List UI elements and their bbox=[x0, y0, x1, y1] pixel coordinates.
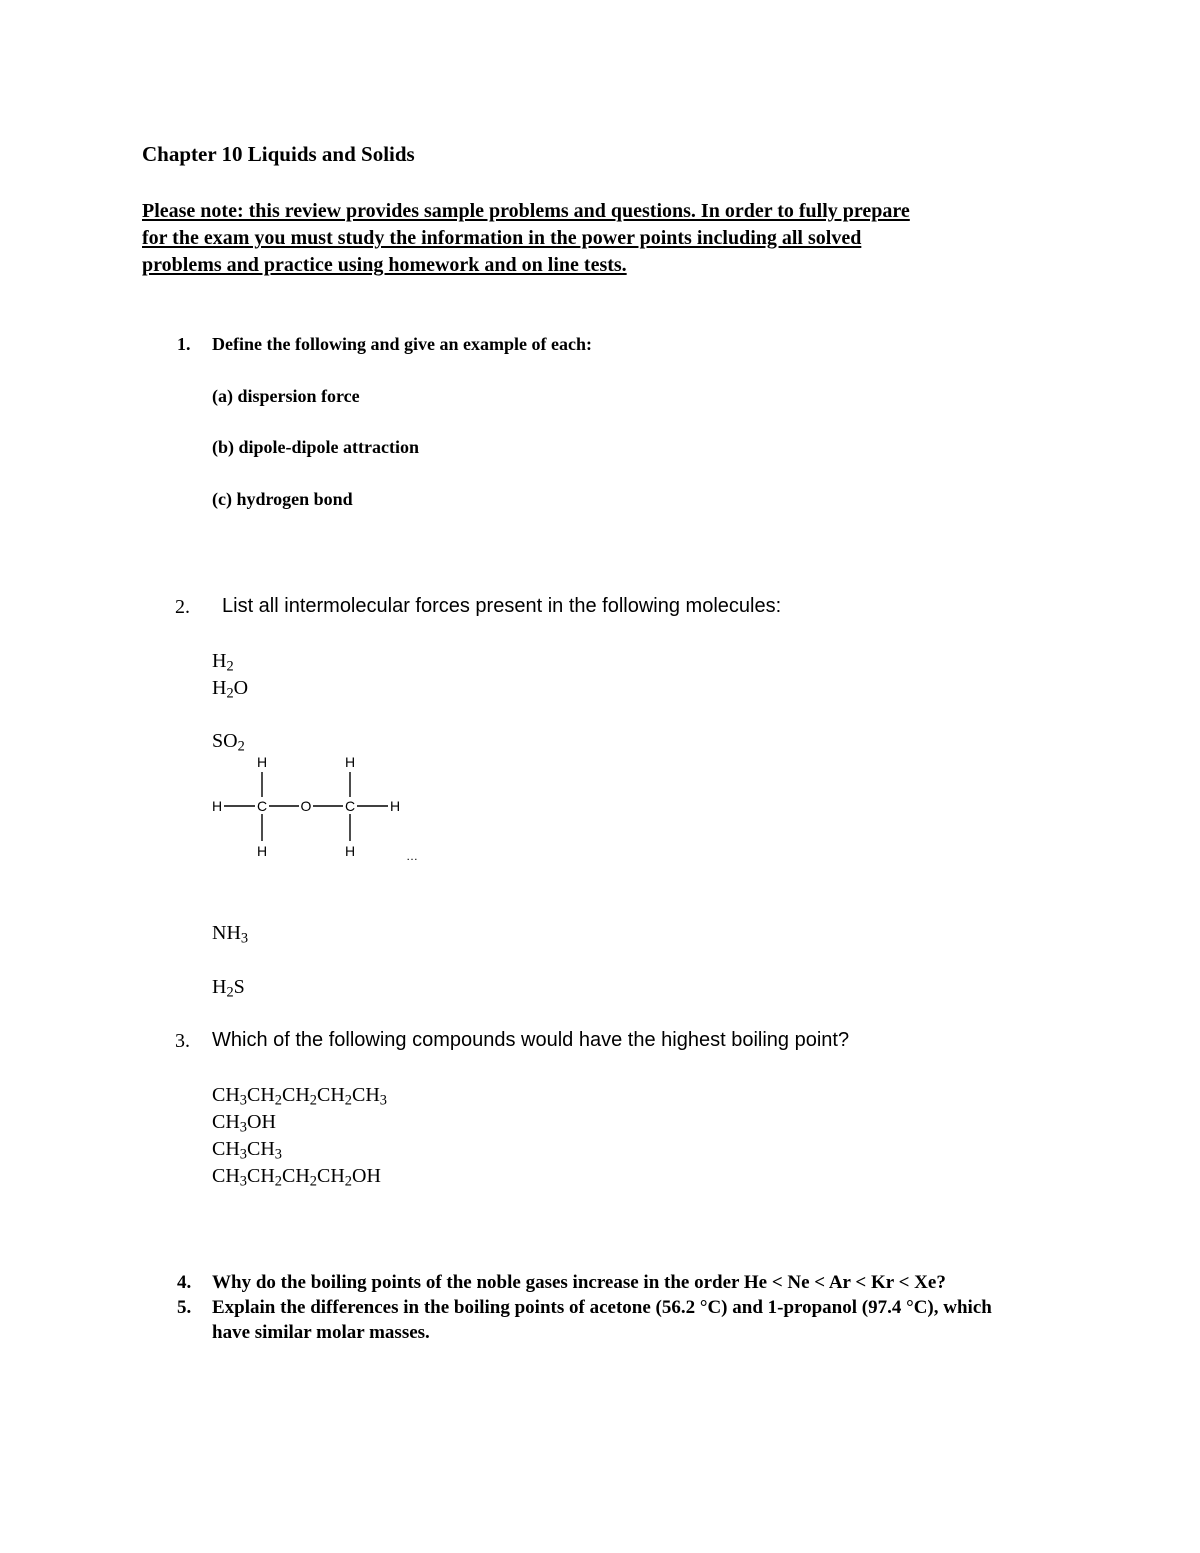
note-line-2: for the exam you must study the information in the power points including all solved bbox=[142, 227, 862, 249]
ellipsis: … bbox=[406, 849, 418, 863]
note-line-1: Please note: this review provides sample problems and questions. In order to fully prepare bbox=[142, 200, 910, 222]
atom-h-bottom-left: H bbox=[256, 843, 268, 859]
question-1-item-a: (a) dispersion force bbox=[212, 386, 360, 406]
question-3-text: Which of the following compounds would have the highest boiling point? bbox=[212, 1029, 850, 1051]
atom-h-top-right: H bbox=[344, 754, 356, 770]
molecule-h2s: $H_2S$ bbox=[212, 976, 245, 1001]
molecule-h2: $H_2$ bbox=[212, 650, 234, 675]
question-2-number: 2. bbox=[175, 596, 190, 618]
molecule-h2o: $H_2O$ bbox=[212, 677, 249, 702]
question-5-text-line-2: have similar molar masses. bbox=[212, 1322, 430, 1343]
atom-h-left: H bbox=[211, 798, 223, 814]
question-1-text: Define the following and give an example of each: bbox=[212, 334, 592, 354]
question-3-number: 3. bbox=[175, 1030, 190, 1052]
atom-h-bottom-right: H bbox=[344, 843, 356, 859]
question-5-text-line-1: Explain the differences in the boiling points of acetone (56.2 °C) and 1-propanol (97.4 °C), which bbox=[212, 1297, 992, 1318]
question-4-number: 4. bbox=[177, 1272, 192, 1293]
molecule-nh3: $NH_3$ bbox=[212, 922, 249, 947]
atom-o: O bbox=[300, 798, 312, 814]
question-1-item-b: (b) dipole-dipole attraction bbox=[212, 437, 419, 457]
question-4-text: Why do the boiling points of the noble gases increase in the order He < Ne < Ar < Kr < Xe? bbox=[212, 1272, 946, 1293]
compound-methanol: $CH_3OH$ bbox=[212, 1111, 276, 1136]
question-2-text: List all intermolecular forces present in the following molecules: bbox=[222, 595, 782, 617]
page-title: Chapter 10 Liquids and Solids bbox=[142, 142, 415, 166]
dimethyl-ether-structure bbox=[200, 750, 440, 865]
atom-c-left: C bbox=[256, 798, 268, 814]
compound-pentane: $CH_3CH_2CH_2CH_2CH_3$ bbox=[212, 1084, 387, 1109]
atom-c-right: C bbox=[344, 798, 356, 814]
atom-h-right: H bbox=[389, 798, 401, 814]
question-5-number: 5. bbox=[177, 1297, 192, 1318]
note-line-3: problems and practice using homework and on line tests. bbox=[142, 254, 627, 276]
atom-h-top-left: H bbox=[256, 754, 268, 770]
compound-ethane: $CH_3CH_3$ bbox=[212, 1138, 282, 1163]
question-1-item-c: (c) hydrogen bond bbox=[212, 489, 353, 509]
compound-butanol: $CH_3CH_2CH_2CH_2OH$ bbox=[212, 1165, 381, 1190]
molecule-so2: $SO_2$ bbox=[212, 730, 245, 755]
study-note bbox=[142, 198, 910, 279]
question-1-number: 1. bbox=[177, 334, 191, 354]
